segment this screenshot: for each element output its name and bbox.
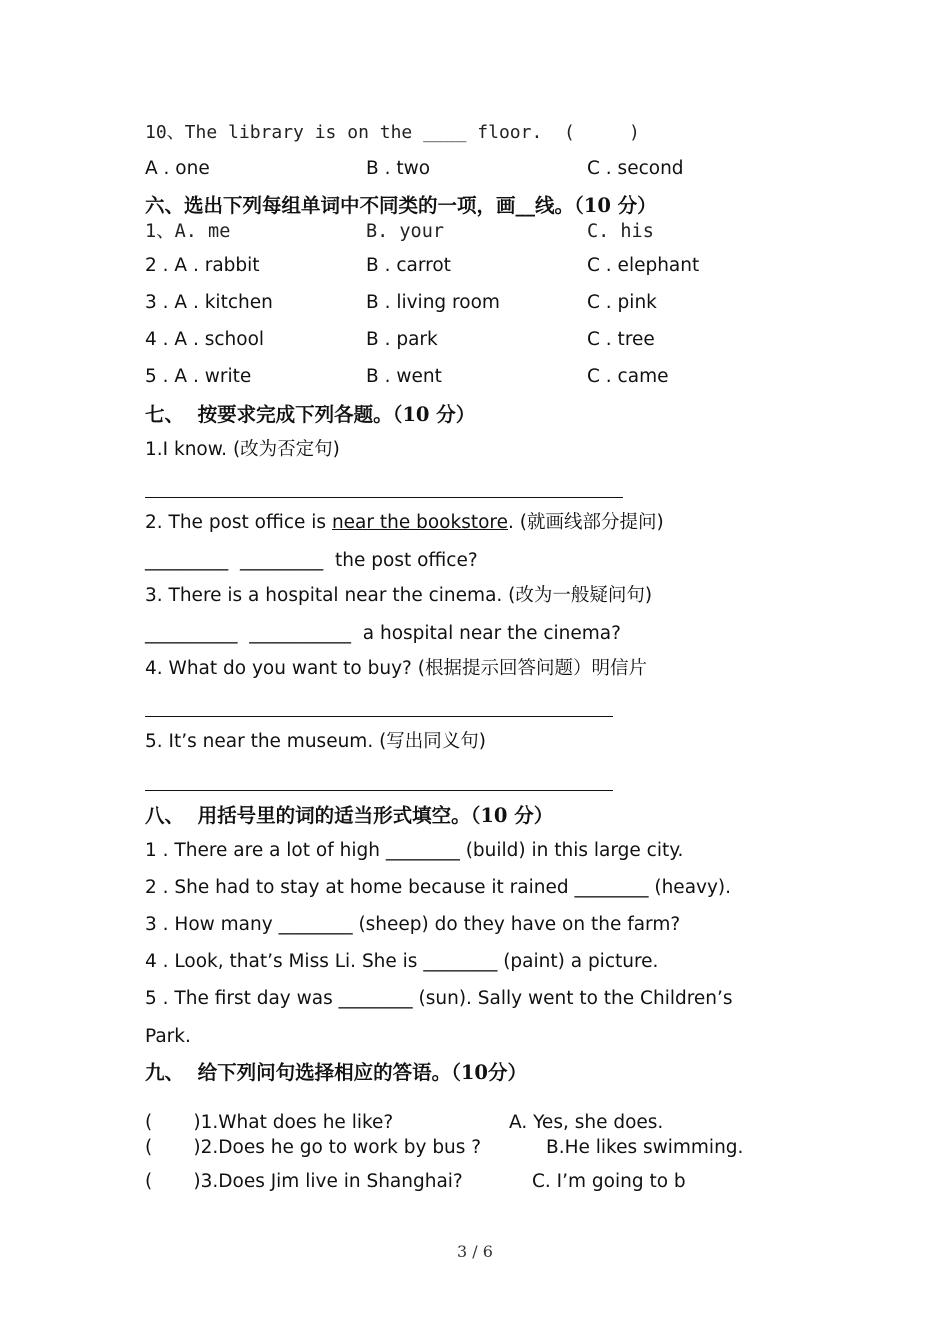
s6-row4-a: 4 . A . school	[145, 329, 265, 350]
s8-item-3: 3 . How many ________ (sheep) do they have on the farm?	[145, 914, 681, 935]
s7-q2-answer[interactable]: _________ _________ the post office?	[145, 550, 478, 571]
s7-question-5: 5. It’s near the museum. (写出同义句)	[145, 731, 487, 752]
s7-question-2: 2. The post office is near the bookstore. (就画线部分提问)	[145, 512, 664, 533]
s9-answer-a: A. Yes, she does.	[509, 1112, 664, 1133]
s6-row2-b: B . carrot	[366, 255, 451, 276]
s8-item-1: 1 . There are a lot of high ________ (build) in this large city.	[145, 840, 684, 861]
q10-option-a: A . one	[145, 158, 210, 179]
section-7-heading: 七、 按要求完成下列各题。（10 分）	[145, 403, 476, 426]
s7-question-3: 3. There is a hospital near the cinema. (改为一般疑问句)	[145, 585, 653, 606]
s9-question-1: ( )1.What does he like?	[145, 1112, 394, 1133]
question-10-stem: 10、The library is on the ____ floor. ( )	[145, 122, 640, 143]
s7-q5-answer-line[interactable]	[145, 790, 613, 791]
q10-option-b: B . two	[366, 158, 431, 179]
s8-item-5: 5 . The first day was ________ (sun). Sally went to the Children’s	[145, 988, 733, 1009]
s6-row1-c: C. his	[587, 221, 654, 242]
section-8-heading: 八、 用括号里的词的适当形式填空。（10 分）	[145, 804, 554, 827]
s9-answer-c: C. I’m going to b	[532, 1171, 686, 1192]
s6-row1-b: B. your	[366, 221, 444, 242]
s7-question-1: 1.I know. (改为否定句)	[145, 439, 340, 460]
s7-q4-answer-line[interactable]	[145, 716, 613, 717]
underlined-phrase: near the bookstore	[331, 512, 509, 533]
s8-item-4: 4 . Look, that’s Miss Li. She is ________ (paint) a picture.	[145, 951, 659, 972]
section-6-heading: 六、选出下列每组单词中不同类的一项，画__线。（10 分）	[145, 194, 657, 217]
s6-row3-a: 3 . A . kitchen	[145, 292, 273, 313]
s6-row5-b: B . went	[366, 366, 442, 387]
s7-q1-answer-line[interactable]	[145, 497, 623, 498]
s6-row2-a: 2 . A . rabbit	[145, 255, 260, 276]
s9-question-3: ( )3.Does Jim live in Shanghai?	[145, 1171, 463, 1192]
s8-item-5-continued: Park.	[145, 1026, 191, 1047]
s6-row1-a: 1、A. me	[145, 221, 231, 242]
s6-row2-c: C . elephant	[587, 255, 700, 276]
s9-answer-b: B.He likes swimming.	[546, 1137, 744, 1158]
s7-question-4: 4. What do you want to buy? (根据提示回答问题）明信片	[145, 658, 647, 679]
section-9-heading: 九、 给下列问句选择相应的答语。（10分）	[145, 1061, 527, 1084]
s6-row4-b: B . park	[366, 329, 438, 350]
q10-option-c: C . second	[587, 158, 684, 179]
s6-row3-b: B . living room	[366, 292, 500, 313]
s8-item-2: 2 . She had to stay at home because it rained ________ (heavy).	[145, 877, 732, 898]
s6-row5-c: C . came	[587, 366, 669, 387]
page-number: 3 / 6	[457, 1242, 493, 1261]
s6-row4-c: C . tree	[587, 329, 655, 350]
s9-question-2: ( )2.Does he go to work by bus ?	[145, 1137, 482, 1158]
s6-row3-c: C . pink	[587, 292, 657, 313]
s6-row5-a: 5 . A . write	[145, 366, 252, 387]
s7-q3-answer[interactable]: __________ ___________ a hospital near the cinema?	[145, 623, 621, 644]
